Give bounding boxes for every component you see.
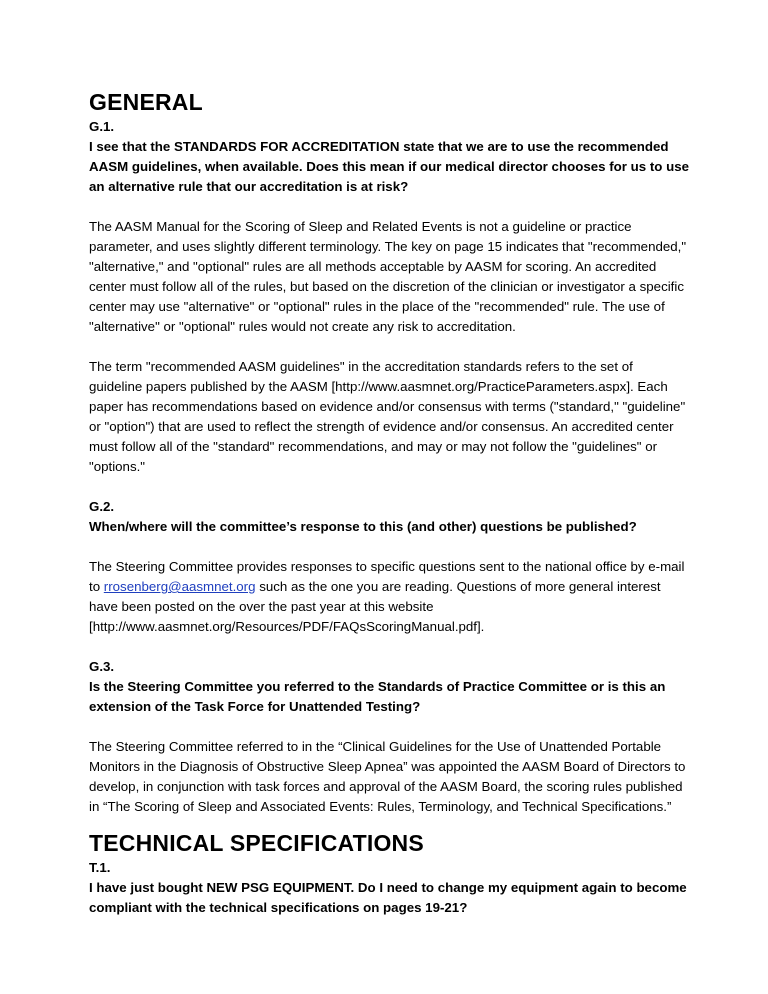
faq-item-g3 bbox=[89, 657, 689, 817]
question-id: G.3. bbox=[89, 659, 115, 674]
answer-paragraph: The term "recommended AASM guidelines" in the accreditation standards refers to the set of guideline papers published by the AASM [http://www.aasmnet.org/PracticeParameters.aspx]. Each paper has recommendations based on evidence and/or consensus with terms ("standard," "guideline" or "option") that are used to reflect the strength of evidence and/or consensus. An accredited center must follow all of the "standard" recommendations, and may or may not follow the "guidelines" or "options." bbox=[89, 359, 686, 474]
faq-item-t1 bbox=[89, 858, 689, 918]
faq-item-g1 bbox=[89, 117, 689, 477]
answer-paragraph: The AASM Manual for the Scoring of Sleep and Related Events is not a guideline or practice parameter, and uses slightly different terminology. The key on page 15 indicates that "recommended," "alternative," and "optional" rules are all methods acceptable by AASM for scoring. An accredited center must follow all of the rules, but based on the discretion of the clinician or investigator a specific center may use "alternative" or "optional" rules in the place of the "recommended" rule. The use of "alternative" or "optional" rules would not create any risk to accreditation. bbox=[89, 219, 687, 334]
answer-paragraph bbox=[89, 557, 689, 637]
document-content bbox=[89, 88, 689, 918]
section-heading-technical: TECHNICAL SPECIFICATIONS bbox=[89, 830, 424, 856]
question-text: I see that the STANDARDS FOR ACCREDITATION state that we are to use the recommended AASM guidelines, when available. Does this mean if our medical director chooses for us to use an alternative rule that our accreditation is at risk? bbox=[89, 139, 689, 194]
question-text: Is the Steering Committee you referred to the Standards of Practice Committee or is this an extension of the Task Force for Unattended Testing? bbox=[89, 679, 666, 714]
question-id: T.1. bbox=[89, 860, 111, 875]
question-text: When/where will the committee’s response to this (and other) questions be published? bbox=[89, 519, 637, 534]
question-id: G.1. bbox=[89, 119, 115, 134]
question-text: I have just bought NEW PSG EQUIPMENT. Do I need to change my equipment again to become compliant with the technical specifications on pages 19-21? bbox=[89, 880, 687, 915]
question-id: G.2. bbox=[89, 499, 115, 514]
faq-item-g2 bbox=[89, 497, 689, 637]
answer-text: such as the one you are reading. Questions of more general interest have been posted on the over the past year at this website [http://www.aasmnet.org/Resources/PDF/FAQsScoringManual.pdf]. bbox=[89, 579, 661, 634]
email-link[interactable]: rrosenberg@aasmnet.org bbox=[103, 579, 256, 594]
answer-paragraph: The Steering Committee referred to in the “Clinical Guidelines for the Use of Unattended Portable Monitors in the Diagnosis of Obstructive Sleep Apnea” was appointed the AASM Board of Directors to develop, in conjunction with task forces and approval of the AASM Board, the scoring rules published in “The Scoring of Sleep and Associated Events: Rules, Terminology, and Technical Specifications.” bbox=[89, 739, 686, 814]
answer-text: The Steering Committee provides responses to specific questions sent to the national office by e-mail to bbox=[89, 559, 685, 594]
section-heading-general: GENERAL bbox=[89, 89, 203, 115]
